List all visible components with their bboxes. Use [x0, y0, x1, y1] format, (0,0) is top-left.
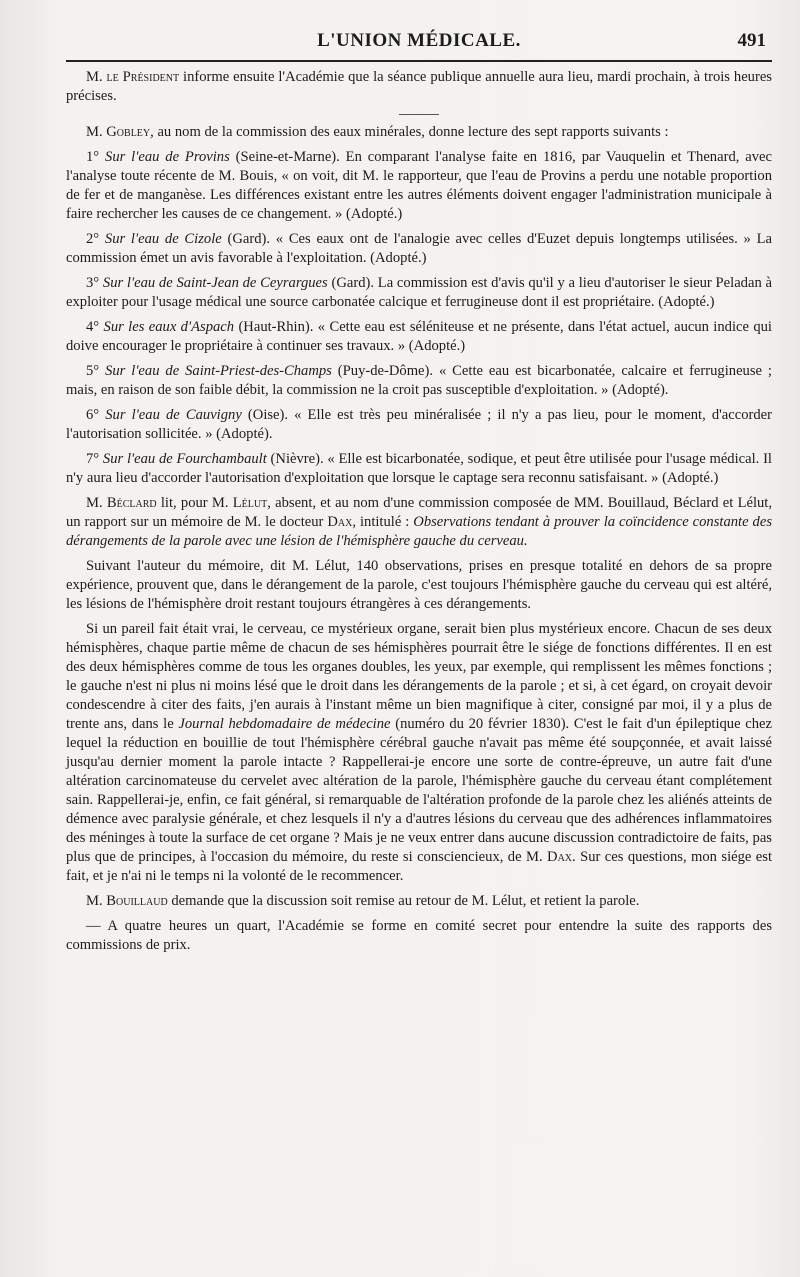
report-title: Sur l'eau de Fourchambault [102, 451, 267, 467]
section-separator [399, 114, 439, 115]
report-item [66, 274, 772, 312]
paragraph-text: (Nièvre). « Elle est bicarbonatée, sodique, et peut être utilisée pour l'usage médical. Il n'y aura lieu d'accorder l'autorisation d'exploitation que lorsque le captage sera reconnu satisfaisant. » (Adopté.) [66, 451, 772, 486]
president-paragraph [66, 68, 772, 106]
report-item [66, 406, 772, 444]
report-item [66, 318, 772, 356]
lelut-paragraph: Suivant l'auteur du mémoire, dit M. Lélut, 140 observations, prises en presque totalité en dehors de sa propre expérience, prouvent que, dans le dérangement de la parole, c'est toujours l'hémisphère gauche du cerveau qui est altéré, les lésions de l'hémisphère droit restant toujours étrangères à ces dérangements. [66, 558, 772, 612]
paragraph-text: , au nom de la commission des eaux minérales, donne lecture des sept rapports suivants : [150, 124, 669, 140]
bouillaud-paragraph [66, 892, 772, 911]
report-title: Sur les eaux d'Aspach [103, 319, 235, 335]
report-item [66, 148, 772, 224]
gobley-paragraph [66, 123, 772, 142]
report-item [66, 230, 772, 268]
item-number: 3° [86, 275, 103, 291]
paragraph-text: Si un pareil fait était vrai, le cerveau, ce mystérieux organe, serait bien plus mystérieux encore. Chacun de ses deux hémisphères, chaque partie même de chacun de ses hémisphères pourrait être le siége de fonctions différentes. Il en est des deux hémisphères comme de tous les organes doubles, les yeux, par exemple, qui remplissent les mêmes fonctions ; le gauche n'est ni plus ni moins lésé que le droit dans les dérangements de la parole ; et si, à cet égard, on croyait devoir condescendre à citer des faits, j'en aurais à l'instant même un bien magnifique à citer, consigné par moi, il y a plus de trente ans, dans le [66, 621, 772, 732]
paragraph-text: . Sur ces questions, mon siége est fait, et je n'ai ni le temps ni la volonté de le recommencer. [66, 849, 772, 884]
speaker-name: M. Gobley [86, 124, 151, 140]
page-number: 491 [737, 30, 766, 51]
article-body [66, 68, 772, 955]
lelut-long-paragraph [66, 620, 772, 886]
person-name: Dax [327, 514, 353, 530]
report-item [66, 362, 772, 400]
item-number: 1° [86, 149, 106, 165]
paragraph-text: (numéro du 20 février 1830). C'est le fait d'un épileptique chez lequel la réduction en bouillie de tout l'hémisphère cérébral gauche n'avait pas même été soupçonnée, et avait laissé jusqu'au dernier moment la parole intacte ? Rappellerai-je encore une sorte de contre-épreuve, un autre fait d'une altération carcinomateuse du cervelet avec altération de la parole, l'hémisphère gauche du cerveau étant complétement sain. Rappellerai-je, enfin, ce fait général, si remarquable de l'altération profonde de la parole chez les aliénés atteints de démence avec paralysie générale, et chez lesquels il n'y a d'autres lésions du cerveau que des adhérences inflammatoires des méninges à toute la surface de cet organe ? Mais je ne veux entrer dans aucune discussion contradictoire de faits, pas plus que de principes, à l'occasion du mémoire, du reste si consciencieux, de M. [66, 716, 773, 865]
paragraph-text: (Seine-et-Marne). En comparant l'analyse faite en 1816, par Vauquelin et Thenard, avec l'analyse toute récente de M. Bouis, « on voit, dit M. le rapporteur, que l'eau de Provins a perdu une notable proportion de fer et de manganèse. Les différences existant entre les autres éléments doivent engager l'administration municipale à faire rechercher les causes de ce changement. » (Adopté.) [66, 149, 772, 222]
report-item [66, 450, 772, 488]
paragraph-text: (Puy-de-Dôme). « Cette eau est bicarbonatée, calcaire et ferrugineuse ; mais, en raison de son faible débit, la commission ne la croit pas susceptible d'exploitation. » (Adopté). [66, 363, 772, 398]
paragraph-text: (Gard). La commission est d'avis qu'il y a lieu d'autoriser le sieur Peladan à exploiter pour l'usage médical une source carbonatée calcique et ferrugineuse dont il est propriétaire. (Adopté.) [66, 275, 772, 310]
paragraph-text: (Haut-Rhin). « Cette eau est séléniteuse et ne présente, dans l'état actuel, aucun indice qui doive encourager le propriétaire à continuer ses travaux. » (Adopté.) [66, 319, 772, 354]
journal-title: L'UNION MÉDICALE. [317, 30, 521, 51]
item-number: 4° [86, 319, 104, 335]
person-name: Dax [547, 849, 573, 865]
paragraph-text: (Gard). « Ces eaux ont de l'analogie avec celles d'Euzet depuis longtemps utilisées. » La commission émet un avis favorable à l'exploitation. (Adopté.) [66, 231, 772, 266]
item-number: 7° [86, 451, 103, 467]
speaker-name: M. Béclard [86, 495, 157, 511]
person-name: Lélut [232, 495, 268, 511]
item-number: 2° [86, 231, 105, 247]
speaker-name: M. Bouillaud [86, 893, 168, 909]
report-title: Sur l'eau de Saint-Jean de Ceyrargues [102, 275, 328, 291]
item-number: 6° [86, 407, 106, 423]
report-title: Sur l'eau de Saint-Priest-des-Champs [105, 363, 332, 379]
report-title: Sur l'eau de Cauvigny [105, 407, 242, 423]
beclard-paragraph [66, 494, 772, 551]
paragraph-text: demande que la discussion soit remise au retour de M. Lélut, et retient la parole. [167, 893, 640, 909]
report-title: Sur l'eau de Cizole [104, 231, 222, 247]
paragraph-text: informe ensuite l'Académie que la séance publique annuelle aura lieu, mardi prochain, à trois heures précises. [66, 69, 772, 104]
paragraph-text: , intitulé : [352, 514, 414, 530]
report-title: Sur l'eau de Provins [105, 149, 230, 165]
header-rule [66, 60, 772, 62]
paragraph-text: lit, pour M. [156, 495, 233, 511]
closing-paragraph: — A quatre heures un quart, l'Académie se forme en comité secret pour entendre la suite des rapports des commissions de prix. [66, 918, 772, 953]
memoir-title: Observations tendant à prouver la coïncidence constante des dérangements de la parole avec une lésion de l'hémisphère gauche du cerveau. [66, 514, 772, 549]
paragraph-text: (Oise). « Elle est très peu minéralisée ; il n'y a pas lieu, pour le moment, d'accorder l'autorisation sollicitée. » (Adopté). [66, 407, 772, 442]
paragraph-text: , absent, et au nom d'une commission composée de MM. Bouillaud, Béclard et Lélut, un rapport sur un mémoire de M. le docteur [66, 495, 773, 530]
item-number: 5° [86, 363, 106, 379]
journal-citation: Journal hebdomadaire de médecine [178, 716, 391, 732]
running-head [66, 28, 772, 58]
speaker-name: M. le Président [86, 69, 180, 85]
